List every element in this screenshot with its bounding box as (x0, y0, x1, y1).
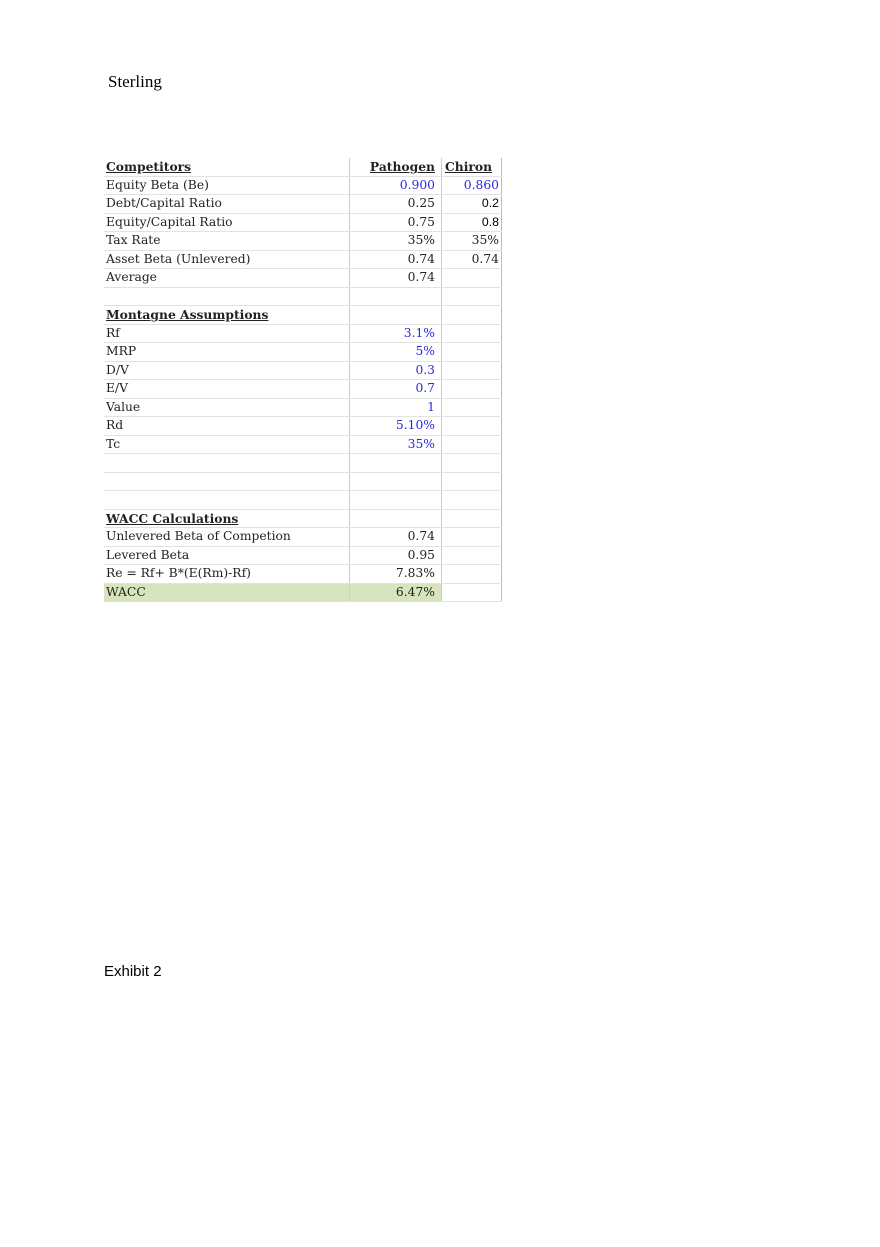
table-row (104, 176, 502, 195)
row-label: E/V (104, 380, 350, 399)
chiron-value (442, 472, 502, 491)
table-header-row (104, 158, 502, 176)
table-row (104, 232, 502, 251)
row-label (104, 454, 350, 473)
pathogen-value: 5% (350, 343, 442, 362)
row-label (104, 472, 350, 491)
row-label: Value (104, 398, 350, 417)
chiron-value (442, 287, 502, 306)
pathogen-value: 0.74 (350, 528, 442, 547)
row-label: MRP (104, 343, 350, 362)
chiron-value: 35% (442, 232, 502, 251)
chiron-value (442, 546, 502, 565)
pathogen-value (350, 509, 442, 528)
row-label (104, 287, 350, 306)
row-label: Montagne Assumptions (104, 306, 350, 325)
chiron-value: 0.8 (442, 213, 502, 232)
row-label: Asset Beta (Unlevered) (104, 250, 350, 269)
table-row (104, 361, 502, 380)
pathogen-value (350, 287, 442, 306)
chiron-value (442, 361, 502, 380)
pathogen-value: 35% (350, 435, 442, 454)
chiron-value (442, 324, 502, 343)
pathogen-value: 6.47% (350, 583, 442, 602)
header-pathogen: Pathogen (350, 158, 442, 176)
pathogen-value: 0.25 (350, 195, 442, 214)
pathogen-value (350, 454, 442, 473)
table-row (104, 454, 502, 473)
header-competitors: Competitors (104, 158, 350, 176)
pathogen-value: 5.10% (350, 417, 442, 436)
section-header-row (104, 306, 502, 325)
chiron-value (442, 583, 502, 602)
chiron-value (442, 398, 502, 417)
table-row (104, 213, 502, 232)
table-row (104, 398, 502, 417)
table-row (104, 546, 502, 565)
table-row (104, 195, 502, 214)
row-label: Levered Beta (104, 546, 350, 565)
table-row (104, 472, 502, 491)
row-label: WACC Calculations (104, 509, 350, 528)
row-label (104, 491, 350, 510)
wacc-table (104, 158, 502, 602)
chiron-value: 0.860 (442, 176, 502, 195)
table-row (104, 583, 502, 602)
pathogen-value (350, 491, 442, 510)
row-label: WACC (104, 583, 350, 602)
row-label: Average (104, 269, 350, 288)
chiron-value (442, 269, 502, 288)
row-label: Rf (104, 324, 350, 343)
table-row (104, 491, 502, 510)
chiron-value (442, 454, 502, 473)
chiron-value (442, 306, 502, 325)
row-label: Tc (104, 435, 350, 454)
table-row (104, 528, 502, 547)
pathogen-value: 0.95 (350, 546, 442, 565)
row-label: Equity Beta (Be) (104, 176, 350, 195)
chiron-value (442, 343, 502, 362)
pathogen-value: 1 (350, 398, 442, 417)
table-row (104, 380, 502, 399)
table-row (104, 435, 502, 454)
row-label: Re = Rf+ B*(E(Rm)-Rf) (104, 565, 350, 584)
table-row (104, 343, 502, 362)
pathogen-value: 7.83% (350, 565, 442, 584)
chiron-value: 0.74 (442, 250, 502, 269)
pathogen-value: 0.74 (350, 269, 442, 288)
row-label: Tax Rate (104, 232, 350, 251)
table-row (104, 269, 502, 288)
chiron-value: 0.2 (442, 195, 502, 214)
pathogen-value: 35% (350, 232, 442, 251)
row-label: Debt/Capital Ratio (104, 195, 350, 214)
section-header-row (104, 509, 502, 528)
pathogen-value: 0.3 (350, 361, 442, 380)
chiron-value (442, 491, 502, 510)
table-row (104, 287, 502, 306)
table-row (104, 250, 502, 269)
row-label: Unlevered Beta of Competion (104, 528, 350, 547)
pathogen-value: 0.900 (350, 176, 442, 195)
table-row (104, 417, 502, 436)
header-chiron: Chiron (442, 158, 502, 176)
document-title: Sterling (108, 72, 162, 91)
exhibit-label: Exhibit 2 (104, 963, 162, 980)
pathogen-value (350, 472, 442, 491)
row-label: D/V (104, 361, 350, 380)
pathogen-value: 3.1% (350, 324, 442, 343)
chiron-value (442, 435, 502, 454)
pathogen-value: 0.7 (350, 380, 442, 399)
chiron-value (442, 417, 502, 436)
table-row (104, 324, 502, 343)
row-label: Equity/Capital Ratio (104, 213, 350, 232)
pathogen-value: 0.74 (350, 250, 442, 269)
chiron-value (442, 380, 502, 399)
row-label: Rd (104, 417, 350, 436)
chiron-value (442, 565, 502, 584)
pathogen-value: 0.75 (350, 213, 442, 232)
chiron-value (442, 509, 502, 528)
table-row (104, 565, 502, 584)
chiron-value (442, 528, 502, 547)
pathogen-value (350, 306, 442, 325)
